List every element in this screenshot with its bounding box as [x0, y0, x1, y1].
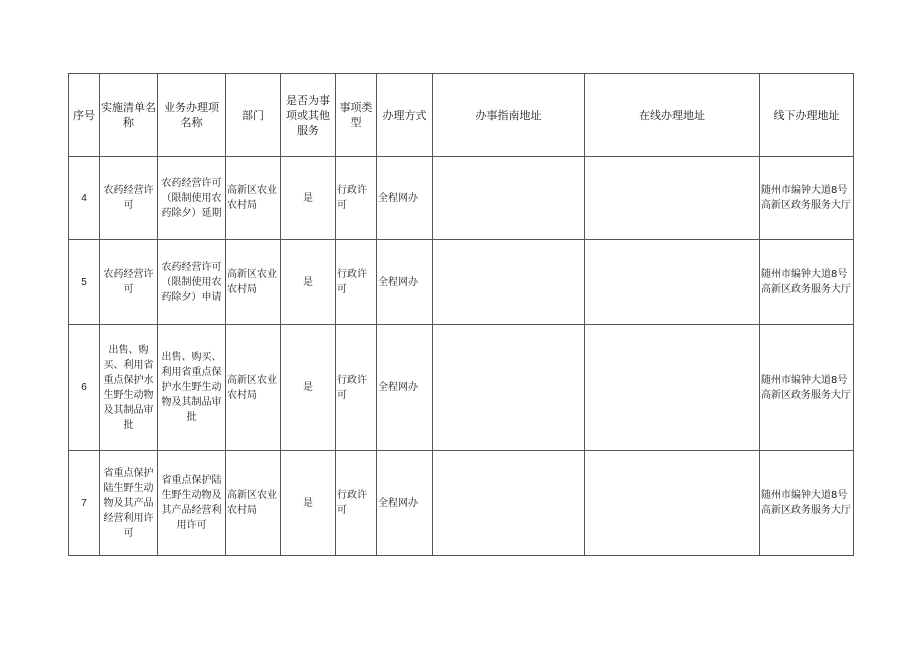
- table-row: [69, 157, 854, 240]
- cell-item-name: 省重点保护陆生野生动物及其产品经营利用许可: [158, 451, 226, 556]
- cell-offline-addr: 随州市编钟大道8号高新区政务服务大厅: [760, 157, 854, 240]
- cell-item-name: 农药经营许可（限制使用农药除夕）申请: [158, 240, 226, 325]
- cell-item-type: 行政许可: [336, 325, 377, 451]
- table-row: [69, 240, 854, 325]
- header-item-name: 业务办理项名称: [158, 74, 226, 157]
- table-row: [69, 325, 854, 451]
- cell-item-name: 农药经营许可（限制使用农药除夕）延期: [158, 157, 226, 240]
- cell-offline-addr: 随州市编钟大道8号高新区政务服务大厅: [760, 240, 854, 325]
- table-header-row: [69, 74, 854, 157]
- cell-method: 全程网办: [377, 157, 433, 240]
- cell-department: 高新区农业农村局: [226, 451, 281, 556]
- cell-is-item: 是: [281, 451, 336, 556]
- header-list-name: 实施清单名称: [100, 74, 158, 157]
- cell-list-name: 省重点保护陆生野生动物及其产品经营利用许可: [100, 451, 158, 556]
- cell-online-url: [585, 157, 760, 240]
- cell-method: 全程网办: [377, 240, 433, 325]
- cell-guide-url: [433, 325, 585, 451]
- cell-is-item: 是: [281, 157, 336, 240]
- cell-online-url: [585, 451, 760, 556]
- cell-item-type: 行政许可: [336, 240, 377, 325]
- cell-seq: 5: [69, 240, 100, 325]
- cell-item-name: 出售、购买、利用省重点保护水生野生动物及其制品审批: [158, 325, 226, 451]
- cell-guide-url: [433, 157, 585, 240]
- cell-online-url: [585, 240, 760, 325]
- header-guide-url: 办事指南地址: [433, 74, 585, 157]
- cell-guide-url: [433, 451, 585, 556]
- cell-is-item: 是: [281, 325, 336, 451]
- header-item-type: 事项类型: [336, 74, 377, 157]
- header-is-item: 是否为事项或其他服务: [281, 74, 336, 157]
- cell-department: 高新区农业农村局: [226, 325, 281, 451]
- cell-method: 全程网办: [377, 325, 433, 451]
- cell-method: 全程网办: [377, 451, 433, 556]
- cell-online-url: [585, 325, 760, 451]
- cell-department: 高新区农业农村局: [226, 157, 281, 240]
- cell-list-name: 农药经营许可: [100, 157, 158, 240]
- header-online-url: 在线办理地址: [585, 74, 760, 157]
- cell-seq: 6: [69, 325, 100, 451]
- service-list-table: [68, 73, 854, 556]
- header-method: 办理方式: [377, 74, 433, 157]
- cell-offline-addr: 随州市编钟大道8号高新区政务服务大厅: [760, 325, 854, 451]
- cell-item-type: 行政许可: [336, 451, 377, 556]
- cell-item-type: 行政许可: [336, 157, 377, 240]
- cell-offline-addr: 随州市编钟大道8号高新区政务服务大厅: [760, 451, 854, 556]
- cell-department: 高新区农业农村局: [226, 240, 281, 325]
- cell-seq: 7: [69, 451, 100, 556]
- table-row: [69, 451, 854, 556]
- header-offline-addr: 线下办理地址: [760, 74, 854, 157]
- cell-list-name: 出售、购买、利用省重点保护水生野生动物及其制品审批: [100, 325, 158, 451]
- header-seq: 序号: [69, 74, 100, 157]
- cell-is-item: 是: [281, 240, 336, 325]
- header-department: 部门: [226, 74, 281, 157]
- cell-seq: 4: [69, 157, 100, 240]
- cell-list-name: 农药经营许可: [100, 240, 158, 325]
- cell-guide-url: [433, 240, 585, 325]
